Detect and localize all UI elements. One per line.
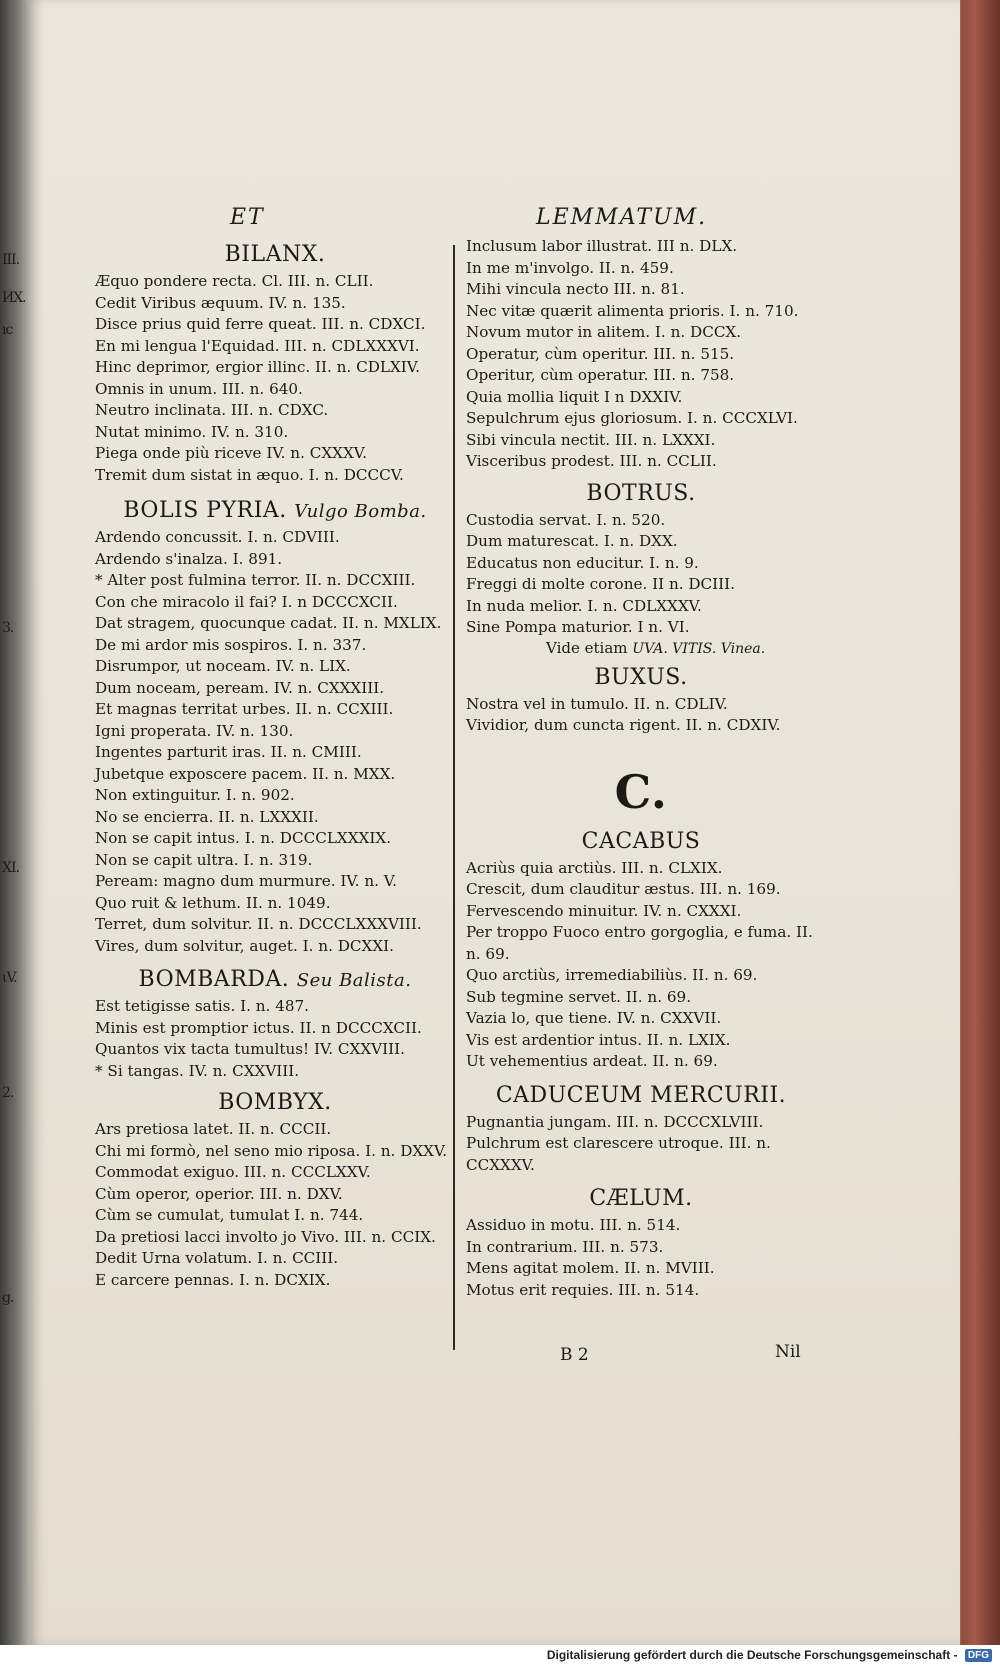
list-item: Dat stragem, quocunque cadat. II. n. MXLIX. (95, 614, 442, 632)
list-item: Nostra vel in tumulo. II. n. CDLIV. (466, 694, 728, 713)
list-item: Sine Pompa maturior. I n. VI. (466, 618, 690, 636)
see-also-refs: UVA. VITIS. Vinea. (632, 640, 766, 657)
list-item: Sibi vincula nectit. III. n. LXXXI. (466, 430, 716, 449)
see-also-prefix: Vide etiam (546, 638, 628, 657)
list-item: Ars pretiosa latet. II. n. CCCII. (95, 1120, 332, 1138)
running-head-right: LEMMATUM. (536, 205, 708, 230)
list-item: Con che miracolo il fai? I. n DCCCXCII. (95, 592, 398, 611)
list-item: Quantos vix tacta tumultus! IV. CXXVIII. (95, 1040, 405, 1058)
list-item: E carcere pennas. I. n. DCXIX. (95, 1270, 331, 1289)
list-item: Ardendo s'inalza. I. 891. (95, 549, 283, 568)
list-item: Operatur, cùm operitur. III. n. 515. (466, 344, 735, 363)
list-item: Vividior, dum cuncta rigent. II. n. CDXIV. (466, 716, 781, 734)
heading-sub: Vulgo Bomba. (294, 501, 427, 522)
list-item: Ut vehementius ardeat. II. n. 69. (466, 1052, 718, 1070)
section-heading-botrus: BOTRUS. (586, 480, 696, 506)
list-item: Disce prius quid ferre queat. III. n. CDXCI. (95, 315, 426, 333)
section-heading-bombarda (95, 967, 455, 992)
list-item: Cùm operor, operior. III. n. DXV. (95, 1184, 343, 1203)
list-item: Neutro inclinata. III. n. CDXC. (95, 401, 329, 419)
list-item: Pugnantia jungam. III. n. DCCCXLVIII. (466, 1112, 764, 1131)
list-item: Dedit Urna volatum. I. n. CCIII. (95, 1249, 339, 1267)
list-item: Quo ruit & lethum. II. n. 1049. (95, 893, 331, 912)
list-item: Cùm se cumulat, tumulat I. n. 744. (95, 1206, 364, 1224)
list-item: * Si tangas. IV. n. CXXVIII. (95, 1061, 300, 1080)
list-item: Terret, dum solvitur. II. n. DCCCLXXXVIII. (95, 915, 422, 933)
section-heading-bilanx: BILANX. (224, 242, 326, 267)
prev-page-mark: ιV. (2, 970, 17, 986)
list-item: Æquo pondere recta. Cl. III. n. CLII. (95, 272, 374, 290)
list-item: Da pretiosi lacci involto jo Vivo. III. n. CCIX. (95, 1227, 436, 1246)
list-item: Non se capit intus. I. n. DCCCLXXXIX. (95, 829, 391, 847)
previous-page-edge (0, 0, 30, 1645)
list-item: Omnis in unum. III. n. 640. (95, 379, 303, 398)
section-heading-bolis (95, 498, 455, 523)
list-item: * Alter post fulmina terror. II. n. DCCXIII. (95, 571, 416, 589)
section-heading-bombyx: BOMBYX. (218, 1090, 332, 1115)
list-item: Custodia servat. I. n. 520. (466, 510, 666, 529)
list-item: Quia mollia liquit I n DXXIV. (466, 387, 683, 406)
list-item: Sepulchrum ejus gloriosum. I. n. CCCXLVI. (466, 409, 798, 427)
list-item: Freggi di molte corone. II n. DCIII. (466, 575, 736, 593)
prev-page-mark: ıc (2, 322, 13, 338)
list-item: No se encierra. II. n. LXXXII. (95, 807, 319, 826)
catchword: Nil (775, 1342, 801, 1362)
list-item: Cedit Viribus æquum. IV. n. 135. (95, 293, 346, 312)
list-item: Nec vitæ quærit alimenta prioris. I. n. 710. (466, 301, 799, 320)
list-item: Assiduo in motu. III. n. 514. (466, 1216, 681, 1234)
list-item: Disrumpor, ut noceam. IV. n. LIX. (95, 657, 351, 675)
list-item: Mihi vincula necto III. n. 81. (466, 280, 685, 298)
list-item: Acriùs quia arctiùs. III. n. CLXIX. (466, 858, 723, 877)
list-item: En mi lengua l'Equidad. III. n. CDLXXXVI. (95, 336, 420, 355)
prev-page-mark: ИX. (2, 290, 26, 306)
heading-main: BOMBARDA. (138, 967, 290, 992)
list-item: Et magnas territat urbes. II. n. CCXIII. (95, 700, 394, 718)
list-item: Quo arctiùs, irremediabiliùs. II. n. 69. (466, 966, 758, 984)
list-item: Pulchrum est clarescere utroque. III. n. CCXXXV. (466, 1134, 771, 1174)
list-item: Non extinguitur. I. n. 902. (95, 786, 295, 804)
list-item: Ingentes parturit iras. II. n. CMIII. (95, 743, 362, 761)
list-item: Tremit dum sistat in æquo. I. n. DCCCV. (95, 465, 404, 484)
list-item: Sub tegmine servet. II. n. 69. (466, 987, 692, 1006)
prev-page-mark: g. (2, 1290, 14, 1306)
right-column (466, 236, 816, 1301)
list-item: Dum maturescat. I. n. DXX. (466, 532, 678, 550)
list-item: Educatus non educitur. I. n. 9. (466, 553, 699, 572)
section-heading-caelum: CÆLUM. (589, 1186, 693, 1211)
list-item: Motus erit requies. III. n. 514. (466, 1280, 700, 1299)
list-item: Nutat minimo. IV. n. 310. (95, 422, 289, 441)
list-item: Crescit, dum clauditur æstus. III. n. 169. (466, 880, 781, 898)
list-item: Dum noceam, peream. IV. n. CXXXIII. (95, 678, 385, 697)
left-column (95, 236, 455, 1291)
digitization-credit (547, 1648, 992, 1662)
running-head-left: ET (230, 205, 265, 230)
list-item: Est tetigisse satis. I. n. 487. (95, 997, 310, 1015)
list-item: Visceribus prodest. III. n. CCLII. (466, 452, 717, 470)
footer-text: Digitalisierung gefördert durch die Deutsche Forschungsgemeinschaft - (546, 1648, 958, 1662)
prev-page-mark: 2. (2, 1085, 14, 1101)
list-item: Vires, dum solvitur, auget. I. n. DCXXI. (95, 936, 394, 955)
list-item: Mens agitat molem. II. n. MVIII. (466, 1259, 715, 1277)
list-item: De mi ardor mis sospiros. I. n. 337. (95, 635, 367, 654)
list-item: Operitur, cùm operatur. III. n. 758. (466, 366, 735, 384)
list-item: Minis est promptior ictus. II. n DCCCXCII. (95, 1018, 422, 1037)
list-item: Vazia lo, que tiene. IV. n. CXXVII. (466, 1009, 722, 1027)
list-item: In me m'involgo. II. n. 459. (466, 258, 674, 277)
see-also-note (466, 639, 816, 657)
section-heading-buxus: BUXUS. (594, 664, 688, 690)
list-item: Hinc deprimor, ergior illinc. II. n. CDLXIV. (95, 358, 420, 376)
list-item: Commodat exiguo. III. n. CCCLXXV. (95, 1163, 371, 1181)
heading-main: BOLIS PYRIA. (123, 498, 287, 523)
list-item: Piega onde più riceve IV. n. CXXXV. (95, 444, 367, 462)
list-item: Novum mutor in alitem. I. n. DCCX. (466, 323, 742, 341)
section-heading-caduceum: CADUCEUM MERCURII. (495, 1082, 787, 1108)
dfg-logo: DFG (965, 1649, 992, 1662)
list-item: Jubetque exposcere pacem. II. n. MXX. (95, 764, 396, 783)
prev-page-mark: 3. (2, 620, 14, 636)
page-signature: B 2 (560, 1345, 589, 1365)
prev-page-mark: III. (2, 252, 20, 268)
list-item: Vis est ardentior intus. II. n. LXIX. (466, 1030, 731, 1049)
list-item: Peream: magno dum murmure. IV. n. V. (95, 872, 397, 890)
list-item: Per troppo Fuoco entro gorgoglia, e fuma. II. n. 69. (466, 923, 813, 963)
list-item: In nuda melior. I. n. CDLXXXV. (466, 596, 702, 615)
list-item: Igni properata. IV. n. 130. (95, 721, 294, 740)
list-item: Ardendo concussit. I. n. CDVIII. (95, 528, 340, 546)
list-item: Inclusum labor illustrat. III n. DLX. (466, 237, 738, 255)
list-item: Chi mi formò, nel seno mio riposa. I. n. DXXV. (95, 1141, 448, 1160)
section-heading-cacabus: CACABUS (581, 828, 701, 854)
heading-sub: Seu Balista. (296, 970, 412, 991)
prev-page-mark: XI. (2, 860, 19, 876)
list-item: In contrarium. III. n. 573. (466, 1237, 664, 1256)
letter-heading-c: C. (614, 764, 668, 819)
list-item: Non se capit ultra. I. n. 319. (95, 850, 313, 869)
list-item: Fervescendo minuitur. IV. n. CXXXI. (466, 901, 742, 920)
